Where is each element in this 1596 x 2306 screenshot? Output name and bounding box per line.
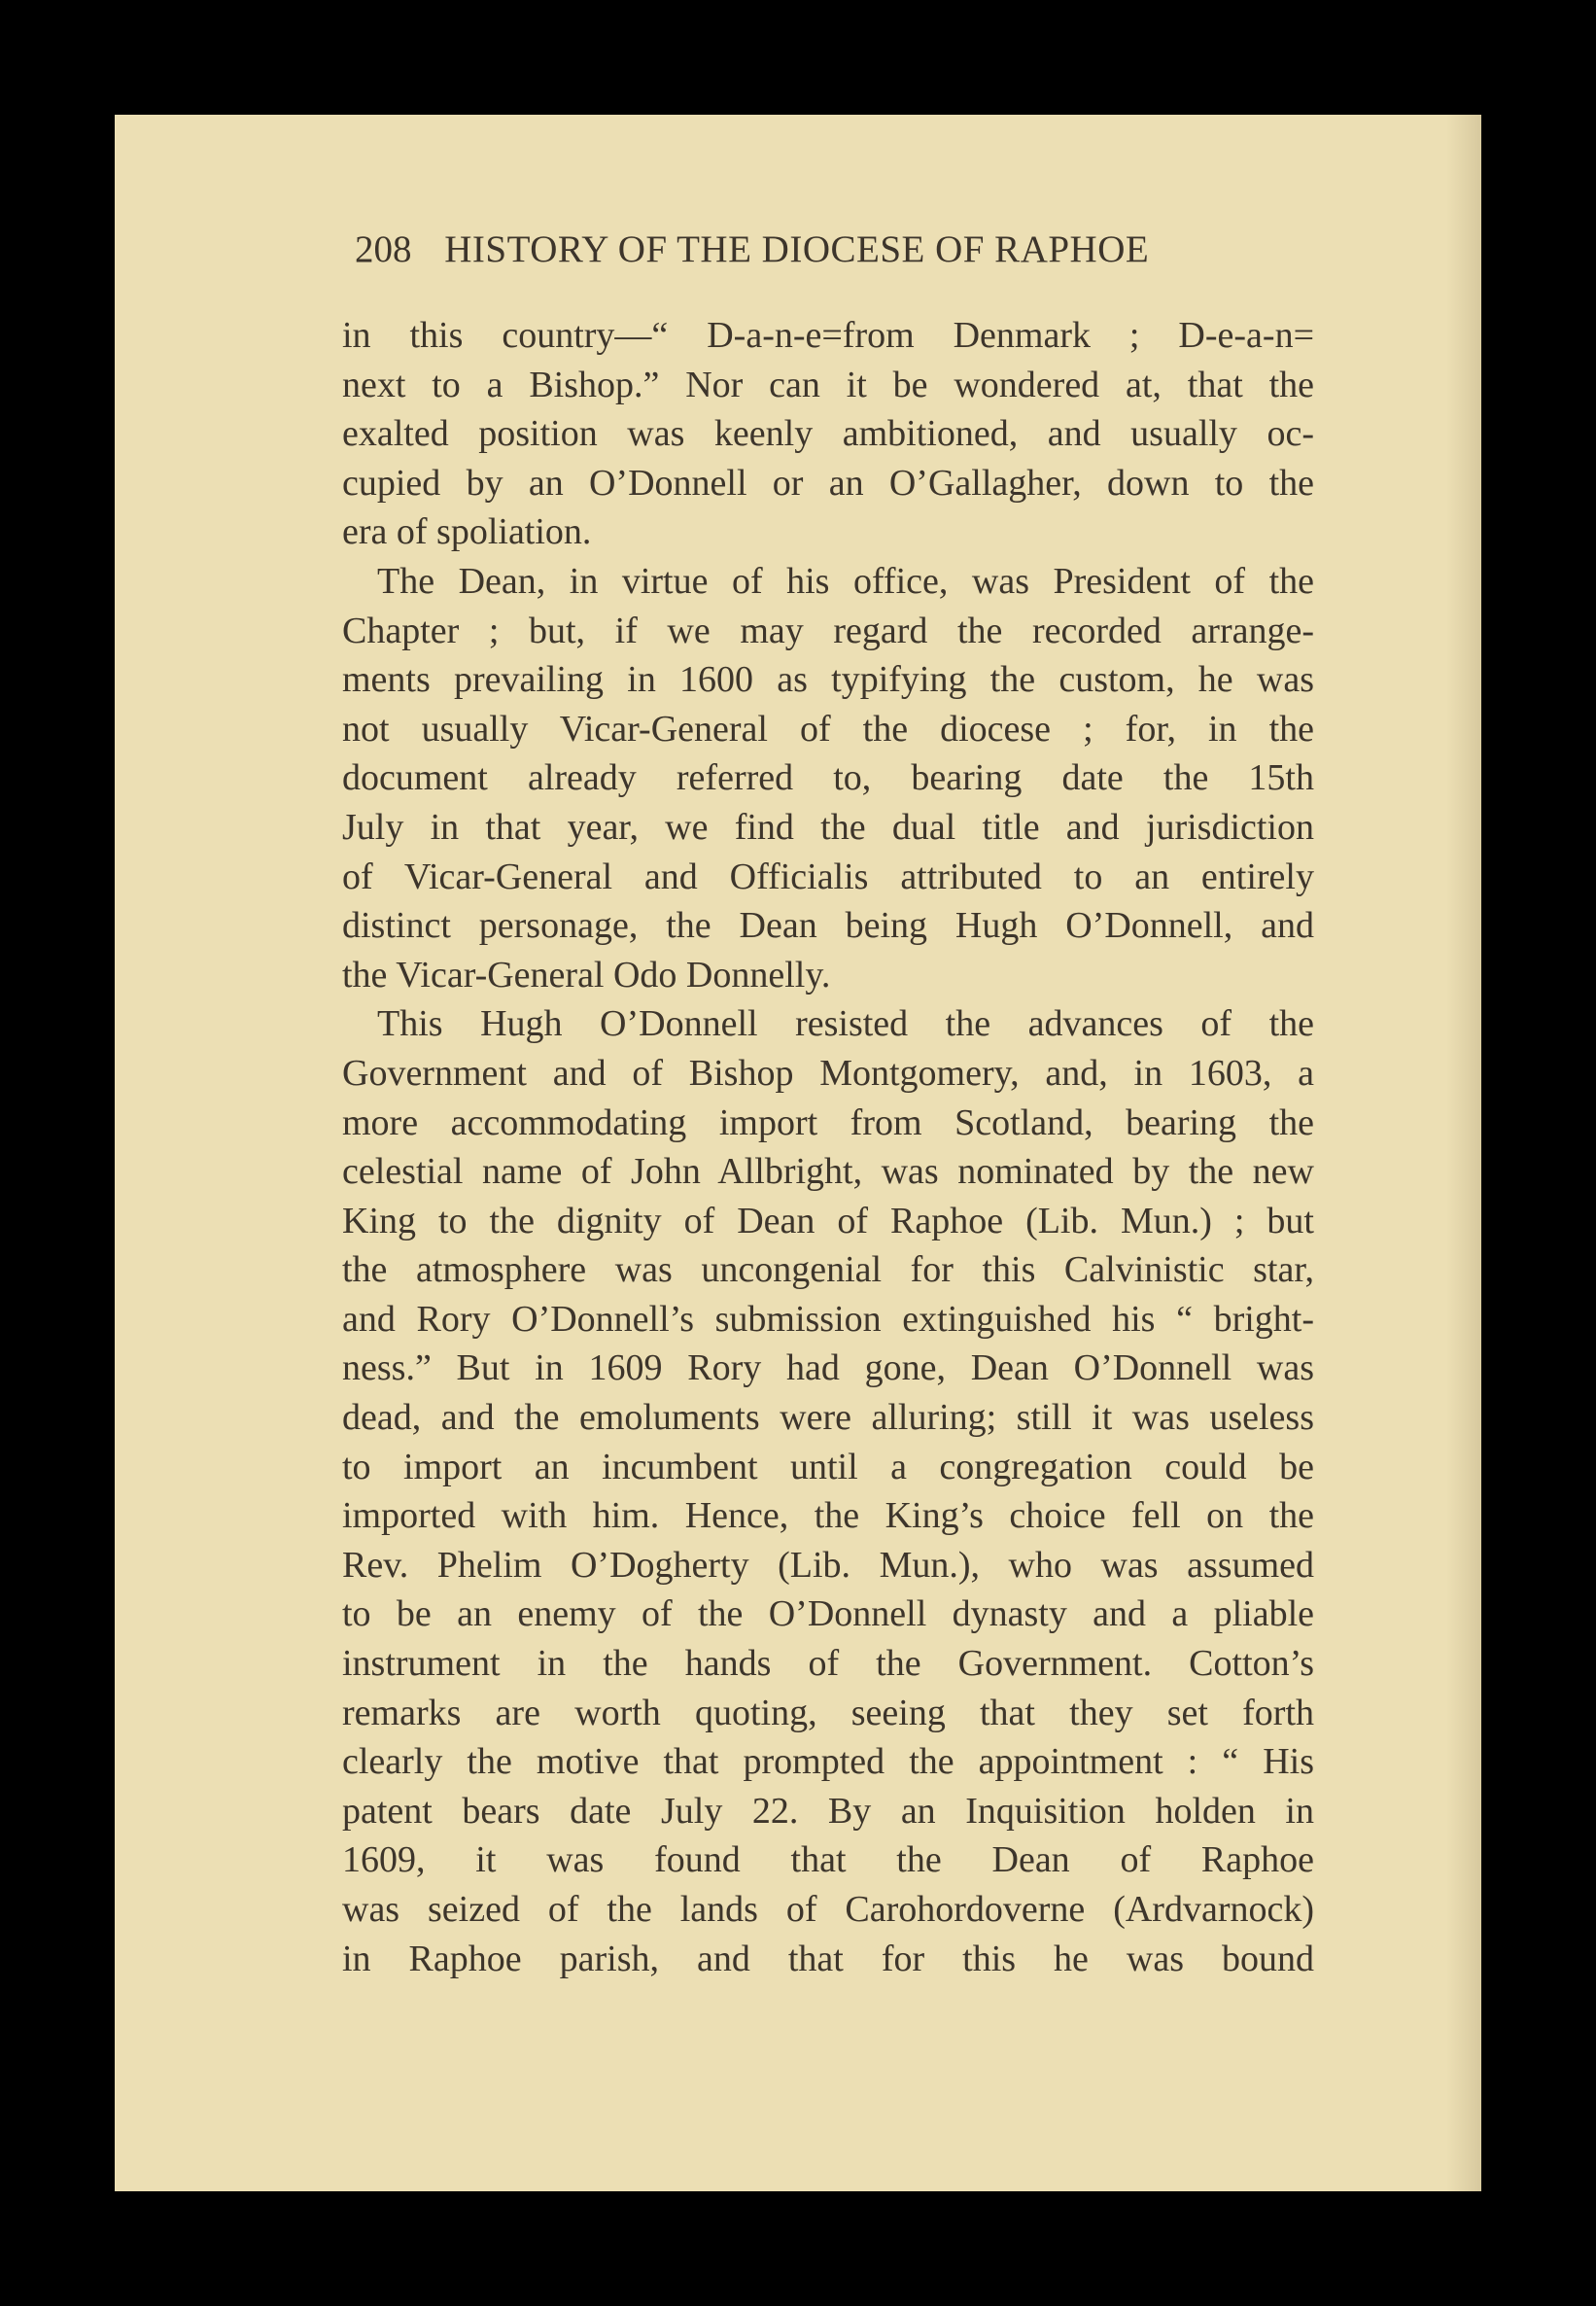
text-line: exalted position was keenly ambitioned, and usually oc-	[342, 413, 1314, 455]
text-line: the atmosphere was uncongenial for this Calvinistic star,	[342, 1249, 1314, 1291]
text-line: ments prevailing in 1600 as typifying the custom, he was	[342, 659, 1314, 701]
text-line: to import an incumbent until a congregation could be	[342, 1446, 1314, 1487]
text-line: celestial name of John Allbright, was nominated by the new	[342, 1151, 1314, 1193]
text-line: clearly the motive that prompted the appointment : “ His	[342, 1741, 1314, 1783]
text-line: more accommodating import from Scotland, bearing the	[342, 1101, 1314, 1143]
text-line: This Hugh O’Donnell resisted the advances of the	[377, 1003, 1314, 1045]
text-line: cupied by an O’Donnell or an O’Gallagher, down to the	[342, 462, 1314, 504]
text-line: 1609, it was found that the Dean of Raphoe	[342, 1839, 1314, 1881]
body-text	[342, 311, 1314, 1983]
book-page	[115, 115, 1481, 2191]
text-line: patent bears date July 22. By an Inquisition holden in	[342, 1790, 1314, 1832]
text-line: remarks are worth quoting, seeing that they set forth	[342, 1692, 1314, 1733]
text-line: imported with him. Hence, the King’s choice fell on the	[342, 1495, 1314, 1537]
text-line: July in that year, we find the dual title and jurisdiction	[342, 806, 1314, 848]
text-line: document already referred to, bearing date the 15th	[342, 757, 1314, 799]
text-line: era of spoliation.	[342, 511, 592, 553]
page-header	[355, 227, 1346, 271]
running-title: HISTORY OF THE DIOCESE OF RAPHOE	[444, 228, 1150, 270]
text-line: King to the dignity of Dean of Raphoe (Lib. Mun.) ; but	[342, 1200, 1314, 1241]
text-line: the Vicar-General Odo Donnelly.	[342, 954, 831, 996]
text-line: to be an enemy of the O’Donnell dynasty and a pliable	[342, 1593, 1314, 1635]
text-line: ness.” But in 1609 Rory had gone, Dean O’Donnell was	[342, 1347, 1314, 1389]
text-line: next to a Bishop.” Nor can it be wondered at, that the	[342, 364, 1314, 405]
text-line: distinct personage, the Dean being Hugh O’Donnell, and	[342, 905, 1314, 947]
text-line: Rev. Phelim O’Dogherty (Lib. Mun.), who was assumed	[342, 1544, 1314, 1586]
text-line: instrument in the hands of the Government. Cotton’s	[342, 1643, 1314, 1685]
text-line: of Vicar-General and Officialis attributed to an entirely	[342, 856, 1314, 897]
text-line: Government and of Bishop Montgomery, and, in 1603, a	[342, 1052, 1314, 1094]
text-line: The Dean, in virtue of his office, was President of the	[377, 560, 1314, 602]
page-number: 208	[355, 228, 412, 270]
text-line: not usually Vicar-General of the diocese ; for, in the	[342, 708, 1314, 750]
text-line: in this country—“ D-a-n-e=from Denmark ; D-e-a-n=	[342, 315, 1314, 356]
text-line: and Rory O’Donnell’s submission extinguished his “ bright-	[342, 1298, 1314, 1340]
text-line: dead, and the emoluments were alluring; still it was useless	[342, 1397, 1314, 1439]
text-line: was seized of the lands of Carohordoverne (Ardvarnock)	[342, 1889, 1314, 1930]
text-line: Chapter ; but, if we may regard the recorded arrange-	[342, 610, 1314, 651]
text-line: in Raphoe parish, and that for this he was bound	[342, 1938, 1314, 1979]
